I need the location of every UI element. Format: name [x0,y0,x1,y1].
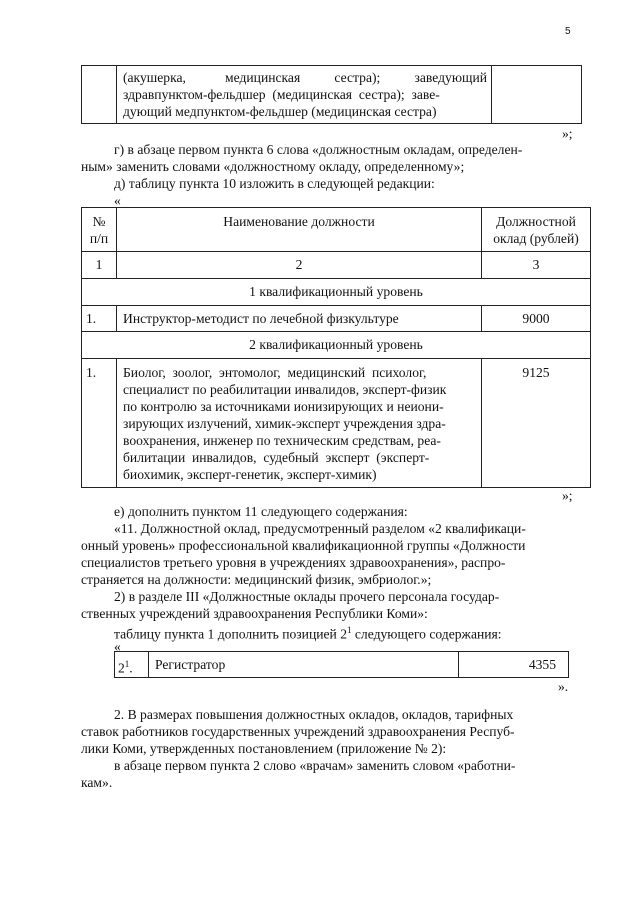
para-tab-sup: 1 [347,625,352,635]
last-para-line-1: в абзаце первом пункта 2 слово «врачам» заменить словом «работни- [114,758,516,773]
registrar-salary: 4355 [459,652,569,678]
para-d: д) таблицу пункта 10 изложить в следующей редакции: [114,176,435,191]
para-tab [114,622,502,643]
row2-line-4: зирующих излучений, химик-эксперт учреждения здра- [123,416,446,431]
top-table-salary-cell [492,66,582,124]
section-2-line-2: ставок работников государственных учреждений здравоохранения Респуб- [81,724,515,739]
index-2: 2 [117,252,482,279]
index-1: 1 [82,252,117,279]
close-quote-1: »; [562,126,573,141]
level-2-heading: 2 квалификационный уровень [82,332,591,359]
registrar-num-sup: 1 [124,659,130,669]
salary-table [81,207,591,488]
para-tab-before: таблицу пункта 1 дополнить позицией 2 [114,626,347,642]
para-11-line-2: онный уровень» профессиональной квалификационной группы «Должности [81,538,526,553]
para-g-line-2: ным» заменить словами «должностному окладу, определенному»; [81,159,465,174]
row2-line-7: биохимик, эксперт-генетик, эксперт-химик) [123,467,377,482]
para-11-line-4: страняется на должности: медицинский физик, эмбриолог.»; [81,572,432,587]
registrar-num-text: 2 [118,660,125,676]
section-2-line-1: 2. В размерах повышения должностных окладов, окладов, тарифных [114,707,514,722]
top-table [81,65,582,124]
head-name-cell [117,208,482,252]
top-table-name-cell [117,66,492,124]
para-11-line-1: «11. Должностной оклад, предусмотренный разделом «2 квалификаци- [114,521,526,536]
para-11-line-3: специалистов третьего уровня в учреждениях здравоохранения», распро- [81,555,506,570]
index-3: 3 [482,252,591,279]
row2-salary: 9125 [482,359,591,488]
para-2-line-2: ственных учреждений здравоохранения Республики Коми»: [81,606,428,621]
last-para-line-2: кам». [81,775,113,790]
head-num-line-2: п/п [89,231,109,246]
top-line-2: здравпунктом-фельдшер (медицинская сестра); заве- [123,87,440,102]
head-salary-line-2: оклад (рублей) [493,231,579,246]
row2-line-1: Биолог, зоолог, энтомолог, медицинский психолог, [123,365,427,380]
level-1-heading: 1 квалификационный уровень [82,279,591,306]
para-e: е) дополнить пунктом 11 следующего содержания: [114,504,408,519]
row2-name-cell [117,359,482,488]
open-quote-1: « [114,193,121,208]
row2-line-5: воохранения, инженер по техническим средствам, реа- [123,433,441,448]
para-2-line-1: 2) в разделе III «Должностные оклады прочего персонала государ- [114,589,500,604]
open-quote-2: « [114,639,121,654]
registrar-name: Регистратор [149,652,459,678]
head-salary-line-1: Должностной [496,214,576,229]
head-num-line-1: № [92,214,106,229]
page-number: 5 [565,26,571,37]
head-num-cell [82,208,117,252]
registrar-num [115,652,149,678]
row2-num: 1. [82,359,117,488]
close-quote-3: ». [558,679,569,694]
head-salary-cell [482,208,591,252]
close-quote-2: »; [562,488,573,503]
head-name: Наименование должности [223,214,375,229]
para-g-line-1: г) в абзаце первом пункта 6 слова «должностным окладам, определен- [114,142,523,157]
section-2-line-3: лики Коми, утвержденных постановлением (приложение № 2): [81,741,447,756]
para-tab-after: следующего содержания: [351,626,502,642]
row2-line-6: билитации инвалидов, судебный эксперт (эксперт- [123,450,430,465]
registrar-num-dot: . [129,660,133,676]
top-line-1: (акушерка, медицинская сестра); заведующий [123,70,487,85]
top-table-num-cell [82,66,117,124]
registrar-table [114,651,569,678]
row1-name: Инструктор-методист по лечебной физкультуре [117,306,482,332]
row1-num: 1. [82,306,117,332]
row1-salary: 9000 [482,306,591,332]
top-line-3: дующий медпунктом-фельдшер (медицинская сестра) [123,104,437,119]
row2-line-2: специалист по реабилитации инвалидов, эксперт-физик [123,382,447,397]
row2-line-3: по контролю за источниками ионизирующих и неиони- [123,399,444,414]
